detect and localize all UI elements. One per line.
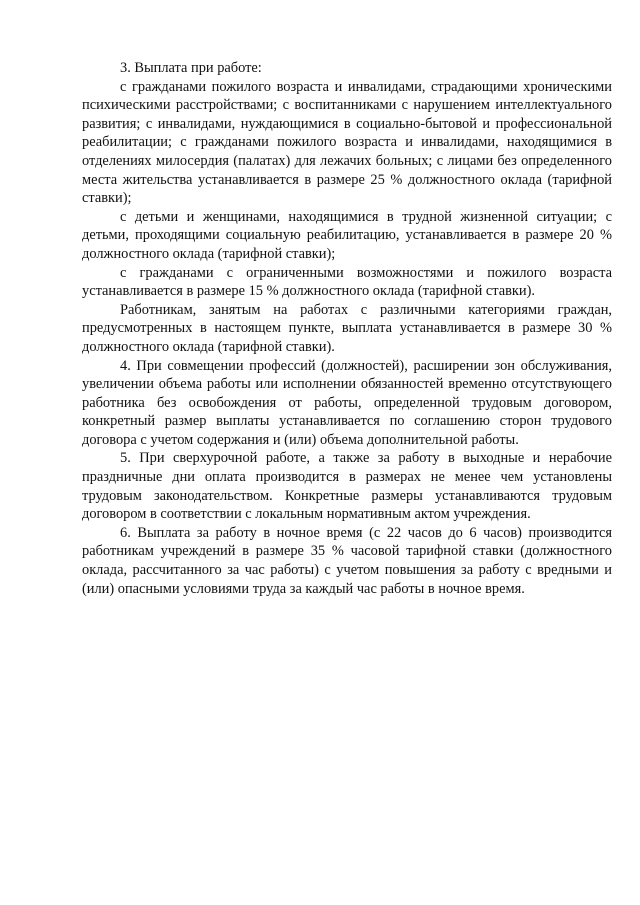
paragraph-payment-30-percent: Работникам, занятым на работах с различными категориями граждан, предусмотренных в настоящем пункте, выплата устанавливается в размере 30 % должностного оклада (тарифной ставки). [82, 301, 612, 355]
paragraph-item-3-heading: 3. Выплата при работе: [120, 60, 262, 76]
paragraph-item-5-overtime: 5. При сверхурочной работе, а также за работу в выходные и нерабочие праздничные дни оплата производится в размерах не менее чем установлены трудовым законодательством. Конкретные размеры устанавливаются трудовым договором в соответствии с локальным нормативным актом учреждения. [82, 450, 612, 523]
paragraph-payment-15-percent: с гражданами с ограниченными возможностями и пожилого возраста устанавливается в размере 15 % должностного оклада (тарифной ставки). [82, 264, 612, 300]
paragraph-item-4-combining-duties: 4. При совмещении профессий (должностей), расширении зон обслуживания, увеличении объема работы или исполнении обязанностей временно отсутствующего работника без освобождения от работы, определенной трудовым договором, конкретный размер выплаты устанавливается по соглашению сторон трудового договора с учетом содержания и (или) объема дополнительной работы. [82, 357, 612, 448]
document-body [82, 59, 612, 598]
paragraph-payment-25-percent: с гражданами пожилого возраста и инвалидами, страдающими хроническими психическими расстройствами; с воспитанниками с нарушением интеллектуального развития; с инвалидами, нуждающимися в социально-бытовой и профессиональной реабилитации; с гражданами пожилого возраста и инвалидами, находящимися в отделениях милосердия (палатах) для лежачих больных; с лицами без определенного места жительства устанавливается в размере 25 % должностного оклада (тарифной ставки); [82, 78, 612, 207]
paragraph-payment-20-percent: с детьми и женщинами, находящимися в трудной жизненной ситуации; с детьми, проходящими социальную реабилитацию, устанавливается в размере 20 % должностного оклада (тарифной ставки); [82, 208, 612, 262]
paragraph-item-6-night-work: 6. Выплата за работу в ночное время (с 22 часов до 6 часов) производится работникам учреждений в размере 35 % часовой тарифной ставки (должностного оклада, рассчитанного за час работы) с учетом повышения за работу с вредными и (или) опасными условиями труда за каждый час работы в ночное время. [82, 524, 612, 597]
